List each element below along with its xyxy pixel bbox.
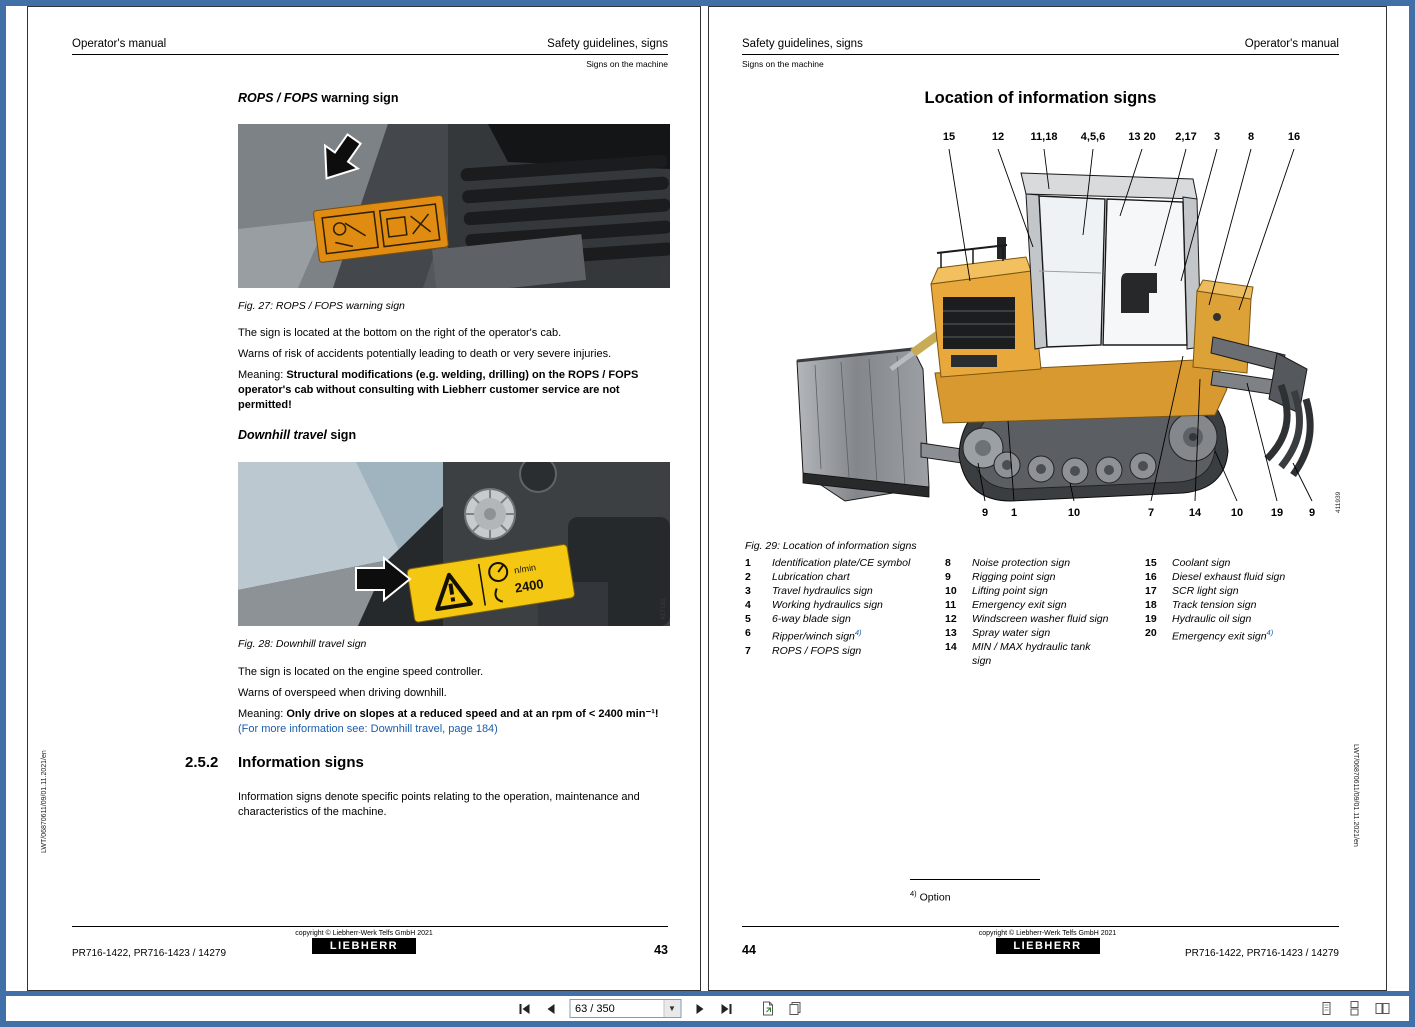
callout-label: 2,17 bbox=[1175, 131, 1197, 143]
facing-pages-view-button[interactable] bbox=[1373, 1000, 1391, 1018]
legend-item: 15 Coolant sign bbox=[1145, 557, 1231, 569]
legend-item: 12 Windscreen washer fluid sign bbox=[945, 613, 1109, 625]
legend-item: 16 Diesel exhaust fluid sign bbox=[1145, 571, 1286, 583]
header-rule bbox=[72, 54, 668, 55]
heading-rest: sign bbox=[326, 428, 357, 442]
footnote-rule bbox=[910, 879, 1040, 880]
export-page-icon bbox=[761, 1001, 776, 1016]
liebherr-logo: LIEBHERR bbox=[996, 938, 1100, 954]
callout-label: 15 bbox=[942, 131, 956, 143]
figure-28-caption: Fig. 28: Downhill travel sign bbox=[238, 638, 367, 650]
page-layout-controls bbox=[1317, 996, 1391, 1021]
footnote-reference-link[interactable]: 4) bbox=[854, 628, 862, 637]
continuous-view-button[interactable] bbox=[1345, 1000, 1363, 1018]
last-page-icon bbox=[720, 1003, 732, 1015]
legend-item: 19 Hydraulic oil sign bbox=[1145, 613, 1252, 625]
callout-label: 19 bbox=[1270, 507, 1284, 519]
dozer-drawing bbox=[745, 121, 1345, 526]
callout-label: 7 bbox=[1147, 507, 1155, 519]
legend-item: 7 ROPS / FOPS sign bbox=[745, 644, 862, 657]
section-number: 2.5.2 bbox=[185, 754, 219, 771]
document-canvas bbox=[6, 6, 1409, 991]
callout-label: 3 bbox=[1213, 131, 1221, 143]
single-page-view-icon bbox=[1319, 1001, 1334, 1016]
running-subheader: Signs on the machine bbox=[742, 59, 824, 69]
first-page-button[interactable] bbox=[515, 1000, 533, 1018]
figure-29-caption: Fig. 29: Location of information signs bbox=[745, 540, 917, 552]
previous-page-icon bbox=[545, 1003, 557, 1015]
callout-label: 10 bbox=[1230, 507, 1244, 519]
legend-item: 4 Working hydraulics sign bbox=[745, 599, 883, 611]
export-page-button[interactable] bbox=[759, 1000, 777, 1018]
callout-label: 9 bbox=[981, 507, 989, 519]
heading-rest: warning sign bbox=[317, 91, 399, 105]
page-44 bbox=[708, 6, 1387, 991]
legend-column-1 bbox=[745, 556, 943, 658]
copy-pages-button[interactable] bbox=[786, 1000, 804, 1018]
next-page-button[interactable] bbox=[690, 1000, 708, 1018]
legend-item: 9 Rigging point sign bbox=[945, 571, 1056, 583]
legend-item: 14 MIN / MAX hydraulic tank sign bbox=[945, 641, 1091, 667]
footer-rule bbox=[72, 926, 668, 927]
callout-label: 13 20 bbox=[1128, 131, 1156, 143]
print-code-vertical: LWT/06870611/09/01.11.2021/en bbox=[41, 750, 48, 853]
legend-column-2 bbox=[945, 556, 1143, 668]
running-header-right: Safety guidelines, signs bbox=[547, 38, 668, 50]
running-header-right: Operator's manual bbox=[1244, 38, 1339, 50]
print-code-vertical: LWT/06870611/09/01.11.2021/en bbox=[1352, 744, 1359, 847]
document-reference: PR716-1422, PR716-1423 / 14279 bbox=[72, 948, 227, 959]
rops-fops-heading bbox=[238, 91, 398, 105]
legend-column-3 bbox=[1145, 556, 1345, 644]
downhill-photo bbox=[238, 462, 670, 626]
callout-label: 14 bbox=[1188, 507, 1202, 519]
information-signs-diagram bbox=[745, 121, 1345, 526]
callout-label: 8 bbox=[1247, 131, 1255, 143]
liebherr-logo: LIEBHERR bbox=[312, 938, 416, 954]
legend-item: 6 Ripper/winch sign$^{4)}$ bbox=[745, 627, 862, 643]
header-rule bbox=[742, 54, 1339, 55]
legend-item: 20 Emergency exit sign$^{4)}$ bbox=[1145, 627, 1274, 643]
label-rpm-unit: n/min bbox=[513, 562, 537, 576]
paragraph: The sign is located at the bottom on the right of the operator's cab. bbox=[238, 327, 562, 339]
legend-item: 3 Travel hydraulics sign bbox=[745, 585, 873, 597]
meaning-label: Meaning: bbox=[238, 708, 287, 720]
heading-em: Downhill travel bbox=[238, 428, 327, 442]
legend-item: 5 6-way blade sign bbox=[745, 613, 851, 625]
running-header-left: Safety guidelines, signs bbox=[742, 38, 863, 50]
legend-item: 8 Noise protection sign bbox=[945, 557, 1071, 569]
callout-label: 11,18 bbox=[1030, 131, 1058, 143]
previous-page-button[interactable] bbox=[542, 1000, 560, 1018]
chevron-down-icon: ▼ bbox=[668, 1004, 676, 1013]
continuous-view-icon bbox=[1347, 1001, 1362, 1016]
figure-27-caption: Fig. 27: ROPS / FOPS warning sign bbox=[238, 300, 405, 312]
photo-code: 411118 bbox=[660, 261, 667, 282]
page-43 bbox=[27, 6, 701, 991]
legend-item: 18 Track tension sign bbox=[1145, 599, 1257, 611]
photo-code: 417161 bbox=[660, 598, 667, 620]
callout-label: 10 bbox=[1067, 507, 1081, 519]
footnote: $^{4)}$ Option bbox=[910, 889, 951, 904]
downhill-heading bbox=[238, 428, 356, 442]
single-page-view-button[interactable] bbox=[1317, 1000, 1335, 1018]
paragraph: The sign is located on the engine speed controller. bbox=[238, 666, 484, 678]
paragraph: Information signs denote specific points relating to the operation, maintenance and characteristics of the machine. bbox=[238, 791, 640, 818]
page-navigation-controls bbox=[515, 996, 804, 1021]
figure-code-vertical: 411939 bbox=[1335, 491, 1342, 513]
page-number-input[interactable] bbox=[570, 1000, 663, 1017]
callout-label: 16 bbox=[1287, 131, 1301, 143]
label-rpm-value: 2400 bbox=[513, 576, 545, 596]
first-page-icon bbox=[518, 1003, 530, 1015]
page-number: 44 bbox=[742, 943, 756, 957]
running-subheader: Signs on the machine bbox=[586, 59, 668, 69]
legend-item: 10 Lifting point sign bbox=[945, 585, 1048, 597]
figure-title: Location of information signs bbox=[924, 89, 1157, 107]
legend-item: 13 Spray water sign bbox=[945, 627, 1051, 639]
callout-label: 9 bbox=[1308, 507, 1316, 519]
copyright-line: copyright © Liebherr-Werk Telfs GmbH 2021 bbox=[295, 930, 433, 937]
facing-pages-view-icon bbox=[1375, 1001, 1390, 1016]
legend-item: 11 Emergency exit sign bbox=[945, 599, 1067, 611]
running-header-left: Operator's manual bbox=[72, 38, 167, 50]
callout-label: 1 bbox=[1010, 507, 1018, 519]
legend-item: 1 Identification plate/CE symbol bbox=[745, 557, 911, 569]
meaning-bold: Only drive on slopes at a reduced speed and at an rpm of < 2400 min⁻¹! bbox=[286, 708, 659, 720]
callout-label: 12 bbox=[991, 131, 1005, 143]
rops-fops-photo bbox=[238, 124, 670, 288]
footnote-reference-link[interactable]: 4) bbox=[1266, 628, 1274, 637]
legend-item: 2 Lubrication chart bbox=[745, 571, 850, 583]
meaning-text bbox=[238, 707, 670, 737]
copyright-line: copyright © Liebherr-Werk Telfs GmbH 2021 bbox=[978, 930, 1117, 937]
viewer-toolbar bbox=[6, 996, 1409, 1021]
callout-label: 4,5,6 bbox=[1080, 131, 1106, 143]
page-number: 43 bbox=[654, 943, 668, 957]
legend-item: 17 SCR light sign bbox=[1145, 585, 1239, 597]
footer-rule bbox=[742, 926, 1339, 927]
heading-em: ROPS / FOPS bbox=[238, 91, 318, 105]
meaning-label: Meaning: bbox=[238, 369, 287, 381]
page-select-dropdown[interactable] bbox=[663, 1000, 680, 1017]
paragraph: Warns of overspeed when driving downhill. bbox=[238, 687, 447, 699]
copy-pages-icon bbox=[788, 1001, 803, 1016]
document-reference: PR716-1422, PR716-1423 / 14279 bbox=[1184, 948, 1339, 959]
paragraph: Warns of risk of accidents potentially leading to death or very severe injuries. bbox=[238, 348, 612, 360]
page-number-combo[interactable] bbox=[569, 999, 681, 1018]
meaning-text bbox=[238, 368, 670, 413]
downhill-travel-link[interactable]: (For more information see: Downhill travel, page 184) bbox=[238, 723, 498, 735]
next-page-icon bbox=[693, 1003, 705, 1015]
last-page-button[interactable] bbox=[717, 1000, 735, 1018]
section-title: Information signs bbox=[238, 754, 364, 771]
meaning-bold: Structural modifications (e.g. welding, drilling) on the ROPS / FOPS operator's cab without consulting with Liebherr customer service are not permitted! bbox=[238, 369, 639, 411]
